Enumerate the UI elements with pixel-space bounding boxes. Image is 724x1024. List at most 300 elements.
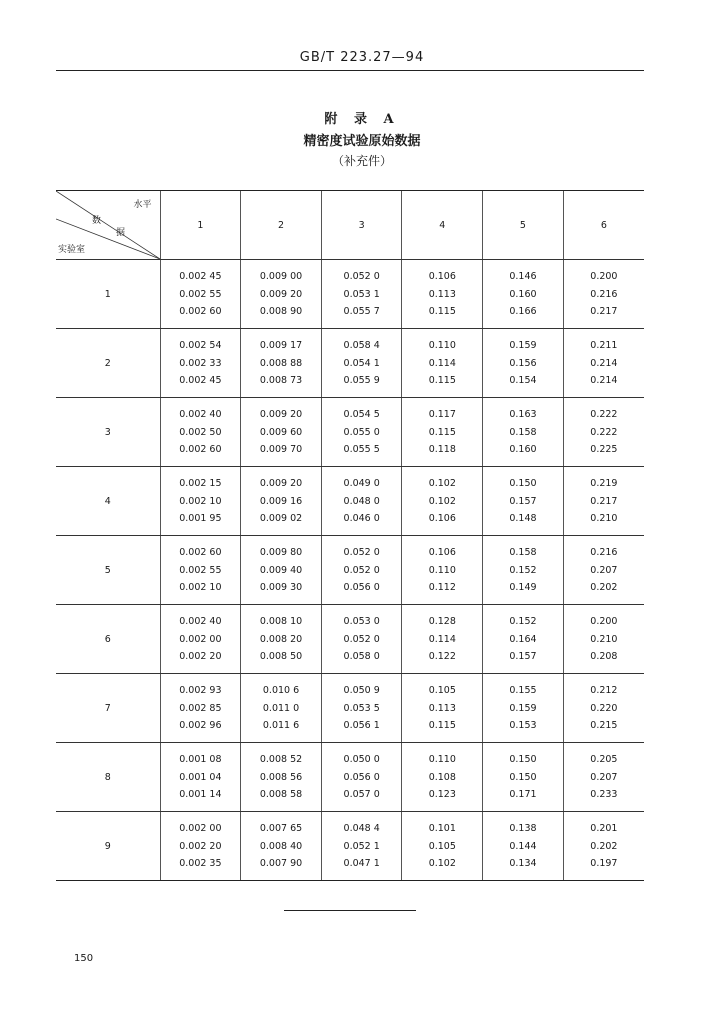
measurement-value: 0.002 60 xyxy=(179,547,222,558)
data-cell xyxy=(241,329,322,398)
data-cell xyxy=(160,398,241,467)
value-stack xyxy=(161,408,241,456)
data-cell xyxy=(321,260,402,329)
level-header: 4 xyxy=(402,191,483,260)
measurement-value: 0.054 1 xyxy=(343,357,380,369)
measurement-value: 0.002 45 xyxy=(179,271,222,282)
measurement-value: 0.009 02 xyxy=(259,513,303,524)
measurement-value: 0.009 60 xyxy=(259,426,303,438)
measurement-value: 0.150 xyxy=(509,771,537,783)
measurement-value: 0.158 xyxy=(509,547,537,558)
measurement-value: 0.207 xyxy=(590,771,618,783)
data-cell xyxy=(483,605,564,674)
measurement-value: 0.158 xyxy=(509,426,537,438)
data-cell xyxy=(241,467,322,536)
measurement-value: 0.052 0 xyxy=(343,564,380,576)
measurement-value: 0.009 16 xyxy=(259,495,303,507)
value-stack xyxy=(483,684,563,732)
value-stack xyxy=(322,615,402,663)
data-cell xyxy=(563,260,644,329)
measurement-value: 0.155 xyxy=(509,685,537,696)
lab-number: 7 xyxy=(56,674,160,743)
value-stack xyxy=(322,270,402,318)
data-cell xyxy=(563,398,644,467)
measurement-value: 0.056 0 xyxy=(343,771,380,783)
header-rule xyxy=(56,70,644,71)
measurement-value: 0.002 55 xyxy=(179,288,222,300)
value-stack xyxy=(241,753,321,801)
measurement-value: 0.008 73 xyxy=(259,375,303,386)
data-cell xyxy=(321,812,402,881)
measurement-value: 0.160 xyxy=(509,444,537,455)
data-cell xyxy=(402,605,483,674)
measurement-value: 0.001 14 xyxy=(179,789,222,800)
measurement-value: 0.002 15 xyxy=(179,478,222,489)
precision-data-table xyxy=(56,190,644,881)
table-row xyxy=(56,467,644,536)
measurement-value: 0.201 xyxy=(590,823,618,834)
value-stack xyxy=(241,822,321,870)
measurement-value: 0.222 xyxy=(590,426,618,438)
value-stack xyxy=(483,339,563,387)
measurement-value: 0.002 93 xyxy=(179,685,222,696)
value-stack xyxy=(161,270,241,318)
measurement-value: 0.050 9 xyxy=(343,685,380,696)
measurement-value: 0.002 54 xyxy=(179,340,222,351)
measurement-value: 0.053 1 xyxy=(343,288,380,300)
measurement-value: 0.200 xyxy=(590,616,618,627)
measurement-value: 0.056 1 xyxy=(343,720,380,731)
measurement-value: 0.002 40 xyxy=(179,409,222,420)
measurement-value: 0.001 08 xyxy=(179,754,222,765)
measurement-value: 0.052 0 xyxy=(343,271,380,282)
data-cell xyxy=(321,536,402,605)
measurement-value: 0.146 xyxy=(509,271,537,282)
data-cell xyxy=(321,467,402,536)
measurement-value: 0.210 xyxy=(590,633,618,645)
measurement-value: 0.009 70 xyxy=(259,444,303,455)
data-cell xyxy=(483,329,564,398)
value-stack xyxy=(161,339,241,387)
measurement-value: 0.002 20 xyxy=(179,651,222,662)
value-stack xyxy=(483,615,563,663)
measurement-value: 0.114 xyxy=(428,633,456,645)
value-stack xyxy=(161,684,241,732)
table-row xyxy=(56,536,644,605)
value-stack xyxy=(322,339,402,387)
measurement-value: 0.160 xyxy=(509,288,537,300)
measurement-value: 0.002 96 xyxy=(179,720,222,731)
measurement-value: 0.054 5 xyxy=(343,409,380,420)
table-body xyxy=(56,260,644,881)
measurement-value: 0.046 0 xyxy=(343,513,380,524)
corner-header-cell xyxy=(56,191,160,260)
measurement-value: 0.052 0 xyxy=(343,547,380,558)
table-row xyxy=(56,329,644,398)
measurement-value: 0.008 88 xyxy=(259,357,303,369)
measurement-value: 0.001 04 xyxy=(179,771,222,783)
measurement-value: 0.117 xyxy=(428,409,456,420)
data-cell xyxy=(563,329,644,398)
footer-rule xyxy=(284,910,416,911)
measurement-value: 0.113 xyxy=(428,702,456,714)
measurement-value: 0.108 xyxy=(428,771,456,783)
value-stack xyxy=(483,270,563,318)
measurement-value: 0.115 xyxy=(428,720,456,731)
lab-number: 6 xyxy=(56,605,160,674)
measurement-value: 0.122 xyxy=(428,651,456,662)
measurement-value: 0.052 1 xyxy=(343,840,380,852)
measurement-value: 0.163 xyxy=(509,409,537,420)
measurement-value: 0.207 xyxy=(590,564,618,576)
measurement-value: 0.002 60 xyxy=(179,306,222,317)
measurement-value: 0.058 0 xyxy=(343,651,380,662)
measurement-value: 0.002 10 xyxy=(179,582,222,593)
measurement-value: 0.220 xyxy=(590,702,618,714)
measurement-value: 0.233 xyxy=(590,789,618,800)
value-stack xyxy=(564,822,644,870)
value-stack xyxy=(402,822,482,870)
measurement-value: 0.148 xyxy=(509,513,537,524)
measurement-value: 0.110 xyxy=(428,754,456,765)
measurement-value: 0.219 xyxy=(590,478,618,489)
measurement-value: 0.101 xyxy=(428,823,456,834)
value-stack xyxy=(483,753,563,801)
measurement-value: 0.002 60 xyxy=(179,444,222,455)
data-cell xyxy=(160,260,241,329)
measurement-value: 0.047 1 xyxy=(343,858,380,869)
measurement-value: 0.159 xyxy=(509,340,537,351)
measurement-value: 0.009 00 xyxy=(259,271,303,282)
measurement-value: 0.008 90 xyxy=(259,306,303,317)
data-cell xyxy=(402,329,483,398)
measurement-value: 0.134 xyxy=(509,858,537,869)
measurement-value: 0.102 xyxy=(428,858,456,869)
table-row xyxy=(56,743,644,812)
measurement-value: 0.009 20 xyxy=(259,409,303,420)
page-number: 150 xyxy=(74,953,94,964)
measurement-value: 0.058 4 xyxy=(343,340,380,351)
data-cell xyxy=(563,605,644,674)
measurement-value: 0.056 0 xyxy=(343,582,380,593)
measurement-value: 0.057 0 xyxy=(343,789,380,800)
data-cell xyxy=(563,812,644,881)
value-stack xyxy=(161,753,241,801)
level-header: 6 xyxy=(563,191,644,260)
measurement-value: 0.157 xyxy=(509,651,537,662)
measurement-value: 0.211 xyxy=(590,340,618,351)
value-stack xyxy=(483,546,563,594)
value-stack xyxy=(322,822,402,870)
data-cell xyxy=(321,398,402,467)
value-stack xyxy=(564,339,644,387)
measurement-value: 0.164 xyxy=(509,633,537,645)
measurement-value: 0.048 0 xyxy=(343,495,380,507)
data-cell xyxy=(483,674,564,743)
data-cell xyxy=(160,674,241,743)
data-cell xyxy=(160,467,241,536)
measurement-value: 0.009 40 xyxy=(259,564,303,576)
data-cell xyxy=(483,812,564,881)
appendix-title: 附 录 A xyxy=(324,112,400,127)
value-stack xyxy=(241,684,321,732)
measurement-value: 0.205 xyxy=(590,754,618,765)
measurement-value: 0.007 65 xyxy=(259,823,303,834)
level-header: 3 xyxy=(321,191,402,260)
measurement-value: 0.002 33 xyxy=(179,357,222,369)
value-stack xyxy=(564,408,644,456)
lab-number: 5 xyxy=(56,536,160,605)
value-stack xyxy=(161,615,241,663)
value-stack xyxy=(564,615,644,663)
measurement-value: 0.102 xyxy=(428,478,456,489)
lab-number: 3 xyxy=(56,398,160,467)
measurement-value: 0.197 xyxy=(590,858,618,869)
data-cell xyxy=(483,398,564,467)
measurement-value: 0.217 xyxy=(590,495,618,507)
data-cell xyxy=(402,743,483,812)
data-cell xyxy=(563,743,644,812)
data-cell xyxy=(402,812,483,881)
measurement-value: 0.214 xyxy=(590,357,618,369)
table-row xyxy=(56,812,644,881)
measurement-value: 0.216 xyxy=(590,288,618,300)
measurement-value: 0.210 xyxy=(590,513,618,524)
measurement-value: 0.123 xyxy=(428,789,456,800)
measurement-value: 0.055 7 xyxy=(343,306,380,317)
table-row xyxy=(56,398,644,467)
value-stack xyxy=(483,822,563,870)
value-stack xyxy=(402,546,482,594)
measurement-value: 0.002 10 xyxy=(179,495,222,507)
measurement-value: 0.106 xyxy=(428,271,456,282)
data-cell xyxy=(483,536,564,605)
value-stack xyxy=(564,546,644,594)
data-cell xyxy=(483,743,564,812)
measurement-value: 0.009 20 xyxy=(259,288,303,300)
measurement-value: 0.149 xyxy=(509,582,537,593)
measurement-value: 0.202 xyxy=(590,840,618,852)
data-cell xyxy=(241,743,322,812)
measurement-value: 0.171 xyxy=(509,789,537,800)
measurement-value: 0.105 xyxy=(428,840,456,852)
data-cell xyxy=(160,329,241,398)
table-row xyxy=(56,674,644,743)
measurement-value: 0.009 20 xyxy=(259,478,303,489)
value-stack xyxy=(241,270,321,318)
value-stack xyxy=(322,753,402,801)
value-stack xyxy=(241,408,321,456)
corner-data-label-2: 据 xyxy=(116,228,126,238)
value-stack xyxy=(402,684,482,732)
measurement-value: 0.011 0 xyxy=(262,702,300,714)
measurement-value: 0.002 50 xyxy=(179,426,222,438)
measurement-value: 0.154 xyxy=(509,375,537,386)
measurement-value: 0.115 xyxy=(428,426,456,438)
measurement-value: 0.156 xyxy=(509,357,537,369)
data-cell xyxy=(563,536,644,605)
lab-number: 8 xyxy=(56,743,160,812)
measurement-value: 0.118 xyxy=(428,444,456,455)
data-cell xyxy=(160,605,241,674)
measurement-value: 0.112 xyxy=(428,582,456,593)
data-cell xyxy=(483,260,564,329)
measurement-value: 0.106 xyxy=(428,547,456,558)
measurement-value: 0.202 xyxy=(590,582,618,593)
value-stack xyxy=(564,270,644,318)
measurement-value: 0.214 xyxy=(590,375,618,386)
data-cell xyxy=(241,536,322,605)
measurement-value: 0.102 xyxy=(428,495,456,507)
measurement-value: 0.009 30 xyxy=(259,582,303,593)
table-header-row xyxy=(56,191,644,260)
corner-level-label: 水平 xyxy=(133,200,152,210)
measurement-value: 0.009 17 xyxy=(259,340,303,351)
data-cell xyxy=(241,812,322,881)
data-cell xyxy=(241,674,322,743)
data-cell xyxy=(402,398,483,467)
measurement-value: 0.144 xyxy=(509,840,537,852)
data-cell xyxy=(402,467,483,536)
measurement-value: 0.011 6 xyxy=(262,720,300,731)
value-stack xyxy=(564,684,644,732)
measurement-value: 0.222 xyxy=(590,409,618,420)
measurement-value: 0.002 20 xyxy=(179,840,222,852)
lab-number: 2 xyxy=(56,329,160,398)
measurement-value: 0.216 xyxy=(590,547,618,558)
corner-data-label: 数 xyxy=(92,216,102,226)
measurement-value: 0.049 0 xyxy=(343,478,380,489)
measurement-value: 0.166 xyxy=(509,306,537,317)
measurement-value: 0.052 0 xyxy=(343,633,380,645)
value-stack xyxy=(241,339,321,387)
value-stack xyxy=(161,546,241,594)
measurement-value: 0.055 9 xyxy=(343,375,380,386)
value-stack xyxy=(402,753,482,801)
measurement-value: 0.150 xyxy=(509,754,537,765)
data-cell xyxy=(160,812,241,881)
measurement-value: 0.002 40 xyxy=(179,616,222,627)
lab-number: 1 xyxy=(56,260,160,329)
measurement-value: 0.212 xyxy=(590,685,618,696)
measurement-value: 0.055 5 xyxy=(343,444,380,455)
measurement-value: 0.200 xyxy=(590,271,618,282)
measurement-value: 0.007 90 xyxy=(259,858,303,869)
measurement-value: 0.217 xyxy=(590,306,618,317)
value-stack xyxy=(322,477,402,525)
value-stack xyxy=(483,477,563,525)
measurement-value: 0.008 20 xyxy=(259,633,303,645)
measurement-value: 0.010 6 xyxy=(262,685,300,696)
data-cell xyxy=(563,674,644,743)
standard-code: GB/T 223.27—94 xyxy=(299,50,425,65)
value-stack xyxy=(161,822,241,870)
measurement-value: 0.128 xyxy=(428,616,456,627)
lab-number: 9 xyxy=(56,812,160,881)
measurement-value: 0.009 80 xyxy=(259,547,303,558)
value-stack xyxy=(241,615,321,663)
measurement-value: 0.152 xyxy=(509,616,537,627)
measurement-value: 0.110 xyxy=(428,564,456,576)
measurement-value: 0.152 xyxy=(509,564,537,576)
measurement-value: 0.055 0 xyxy=(343,426,380,438)
measurement-value: 0.008 52 xyxy=(259,754,303,765)
measurement-value: 0.114 xyxy=(428,357,456,369)
value-stack xyxy=(402,477,482,525)
measurement-value: 0.150 xyxy=(509,478,537,489)
measurement-value: 0.115 xyxy=(428,375,456,386)
table-row xyxy=(56,260,644,329)
measurement-value: 0.002 00 xyxy=(179,823,222,834)
measurement-value: 0.157 xyxy=(509,495,537,507)
measurement-value: 0.002 85 xyxy=(179,702,222,714)
measurement-value: 0.153 xyxy=(509,720,537,731)
measurement-value: 0.008 10 xyxy=(259,616,303,627)
data-cell xyxy=(321,329,402,398)
level-header: 5 xyxy=(483,191,564,260)
data-cell xyxy=(321,605,402,674)
measurement-value: 0.215 xyxy=(590,720,618,731)
value-stack xyxy=(402,270,482,318)
lab-number: 4 xyxy=(56,467,160,536)
value-stack xyxy=(322,684,402,732)
value-stack xyxy=(402,615,482,663)
data-cell xyxy=(241,398,322,467)
measurement-value: 0.106 xyxy=(428,513,456,524)
value-stack xyxy=(402,408,482,456)
data-cell xyxy=(563,467,644,536)
measurement-value: 0.110 xyxy=(428,340,456,351)
value-stack xyxy=(483,408,563,456)
level-header: 1 xyxy=(160,191,241,260)
table-row xyxy=(56,605,644,674)
measurement-value: 0.225 xyxy=(590,444,618,455)
measurement-value: 0.159 xyxy=(509,702,537,714)
value-stack xyxy=(161,477,241,525)
data-cell xyxy=(241,260,322,329)
measurement-value: 0.113 xyxy=(428,288,456,300)
data-cell xyxy=(160,743,241,812)
level-header: 2 xyxy=(241,191,322,260)
data-cell xyxy=(402,260,483,329)
measurement-value: 0.001 95 xyxy=(179,513,222,524)
value-stack xyxy=(564,477,644,525)
measurement-value: 0.008 58 xyxy=(259,789,303,800)
measurement-value: 0.053 0 xyxy=(343,616,380,627)
value-stack xyxy=(241,477,321,525)
measurement-value: 0.053 5 xyxy=(343,702,380,714)
appendix-note: （补充件） xyxy=(331,154,392,168)
measurement-value: 0.008 50 xyxy=(259,651,303,662)
data-cell xyxy=(321,743,402,812)
value-stack xyxy=(402,339,482,387)
measurement-value: 0.115 xyxy=(428,306,456,317)
data-cell xyxy=(483,467,564,536)
value-stack xyxy=(322,546,402,594)
measurement-value: 0.002 45 xyxy=(179,375,222,386)
measurement-value: 0.008 40 xyxy=(259,840,303,852)
appendix-subtitle: 精密度试验原始数据 xyxy=(303,134,421,149)
measurement-value: 0.002 35 xyxy=(179,858,222,869)
data-cell xyxy=(402,674,483,743)
value-stack xyxy=(564,753,644,801)
measurement-value: 0.105 xyxy=(428,685,456,696)
measurement-value: 0.008 56 xyxy=(259,771,303,783)
data-cell xyxy=(402,536,483,605)
data-cell xyxy=(241,605,322,674)
data-cell xyxy=(321,674,402,743)
value-stack xyxy=(241,546,321,594)
